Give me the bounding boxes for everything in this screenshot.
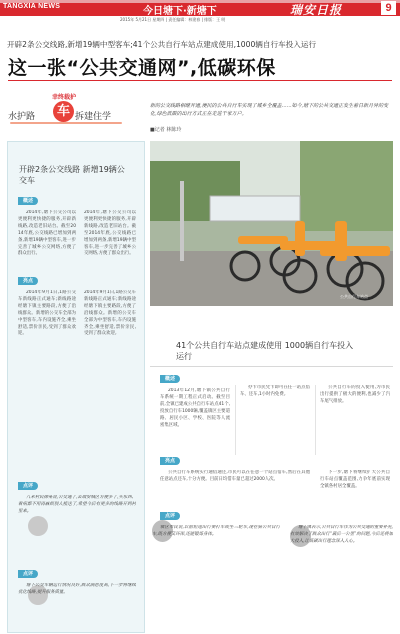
- tag-highlight: 亮点: [18, 277, 38, 285]
- left-overview-paragraph-2: 2014年,塘下公交公司以更便利更快捷的服务,开辟新线路,改造老旧站台。截至2014年底,公交线路已增加到两条,新增19辆中型客车,进一步完善了城乡公交网络,方便了群众出行。: [84, 210, 136, 257]
- tag-comment-2: 点评: [18, 570, 38, 578]
- right-overview-col1: [160, 388, 230, 446]
- right-comment-text: [152, 525, 280, 620]
- column-logo: [8, 92, 126, 134]
- left-overview-paragraph: 2014年,塘下公交公司以更便利更快捷的服务,开辟新线路,改造老旧站台。截至2014年底,公交线路已增加到两条,新增19辆中型客车,进一步完善了城乡公交网络,方便了群众出行。: [18, 210, 76, 257]
- left-comment-text-2: [18, 583, 136, 629]
- page-number: 9: [381, 1, 396, 15]
- right-overview-paragraph-1: 2013年12月,塘下镇公共自行车系统一期工程正式启动。截至目前,全镇已建成公共自行车站点41个,投放自行车1000辆,覆盖镇区主要道路、居民小区、学校、医院等人流密集区域。: [160, 388, 230, 428]
- column-logo-tag: 幸终载护: [52, 94, 77, 101]
- masthead-brand: 瑞安日报: [290, 3, 343, 17]
- reporter-byline: ■记者 林陈玲: [150, 127, 182, 133]
- article-intro: 新的公交线路相继开通,便民的公共自行车实现了城乡全覆盖……如今,塘下的公共交通正发生着日新月异的变化,绿色低碳的出行方式正在走进千家万户。: [150, 103, 389, 117]
- left-highlight-text-col2: [84, 290, 136, 370]
- tag-comment-right: 点评: [160, 512, 180, 520]
- right-overview-paragraph-3: 公共自行车的投入使用,为市民出行提供了极大的便利,也减少了汽车尾气排放。: [320, 385, 390, 404]
- tag-overview: 概述: [18, 197, 38, 205]
- right-article-title: 41个公共自行车站点建成使用 1000辆自行车投入运行: [176, 341, 354, 361]
- left-overview-text: [18, 210, 76, 274]
- left-highlight-paragraph-2: 2014年9月1日,1路公交车新线路正式通车;新线路途经塘下镇主要路段,方便了沿线群众。新增的公交车全部为中型客车,车内设施齐全,乘坐舒适,票价亲民,受到了群众欢迎。: [84, 290, 136, 337]
- left-overview-text-col2: [84, 210, 136, 274]
- right-comment-paragraph: 镇区市民说,以前短途出行要打车或坐三轮车,现在骑公共自行车,既方便又环保,还能锻炼身体。: [152, 525, 280, 537]
- right-overview-col2: [240, 385, 310, 443]
- column-logo-circle: 车: [53, 101, 74, 122]
- main-headline: 这一张“公共交通网”,低碳环保: [8, 57, 276, 79]
- left-highlight-text: [18, 290, 76, 370]
- left-article-title: 开辟2条公交线路 新增19辆公交车: [19, 165, 125, 185]
- newspaper-logo: TANGXIA NEWS: [3, 3, 61, 10]
- tag-highlight-right: 亮点: [160, 457, 180, 465]
- column-logo-swoosh: [10, 122, 122, 124]
- bike-station-photo: [150, 141, 393, 306]
- right-highlight-text-2: [320, 470, 390, 515]
- right-comment-text-2: [290, 525, 393, 625]
- right-overview-paragraph-2: 办卡市民凭卡即可在任一站点借车、还车,1小时内免费。: [240, 385, 310, 397]
- dateline: 2015年 5月21日 星期四 | 责任编辑：林建春 | 排版：王 明: [120, 17, 226, 22]
- right-highlight-text: [160, 470, 310, 515]
- photo-illustration: [150, 141, 393, 306]
- tag-comment: 点评: [18, 482, 38, 490]
- left-highlight-paragraph: 2014年9月1日,1路公交车新线路正式通车;新线路途经塘下镇主要路段,方便了沿线群众。新增的公交车全部为中型客车,车内设施齐全,乘坐舒适,票价亲民,受到了群众欢迎。: [18, 290, 76, 337]
- column-rule-2: [315, 385, 316, 455]
- right-comment-paragraph-2: 塘下镇表示,公共自行车作为公共交通的重要补充,有效解决了群众出行“最后一公里”的问题,今后还将加大投入,让低碳出行理念深入人心。: [290, 525, 393, 544]
- photo-caption: 公共自行车站点: [340, 294, 368, 299]
- subheadline: 开辟2条公交线路,新增19辆中型客车;41个公共自行车站点建成使用,1000辆自行车投入运行: [7, 40, 317, 49]
- left-comment-text: [18, 495, 136, 558]
- right-overview-col3: [320, 385, 390, 443]
- headline-divider: [8, 80, 392, 81]
- left-comment-paragraph-2: 塘下公交车辆运行情况良好,群众满意度高,下一步将继续优化线路,提升服务质量。: [18, 583, 136, 595]
- column-logo-left-text: 水护路: [8, 112, 36, 122]
- tag-overview-right: 概述: [160, 375, 180, 383]
- right-article-divider: [150, 366, 393, 367]
- column-logo-right-text: 拆建住学: [75, 112, 112, 122]
- right-highlight-paragraph-2: 下一步,塘下将继续扩大公共自行车站点覆盖范围,力争年底前实现全镇各村居全覆盖。: [320, 470, 390, 489]
- column-rule: [235, 385, 236, 455]
- left-comment-paragraph: 八米村民徐某说,公交通了,去瑞安城区方便多了,买东西、看病都不用再麻烦别人接送了,希望今后有更多的线路开到村里来。: [18, 495, 136, 514]
- right-highlight-paragraph: 公共自行车系统实行通借通还,市民可以在任意一个站点借车,然后在其他任意站点还车,十分方便。目前日均借车量已超过2000人次。: [160, 470, 310, 482]
- section-title: 今日塘下·新塘下: [143, 6, 217, 17]
